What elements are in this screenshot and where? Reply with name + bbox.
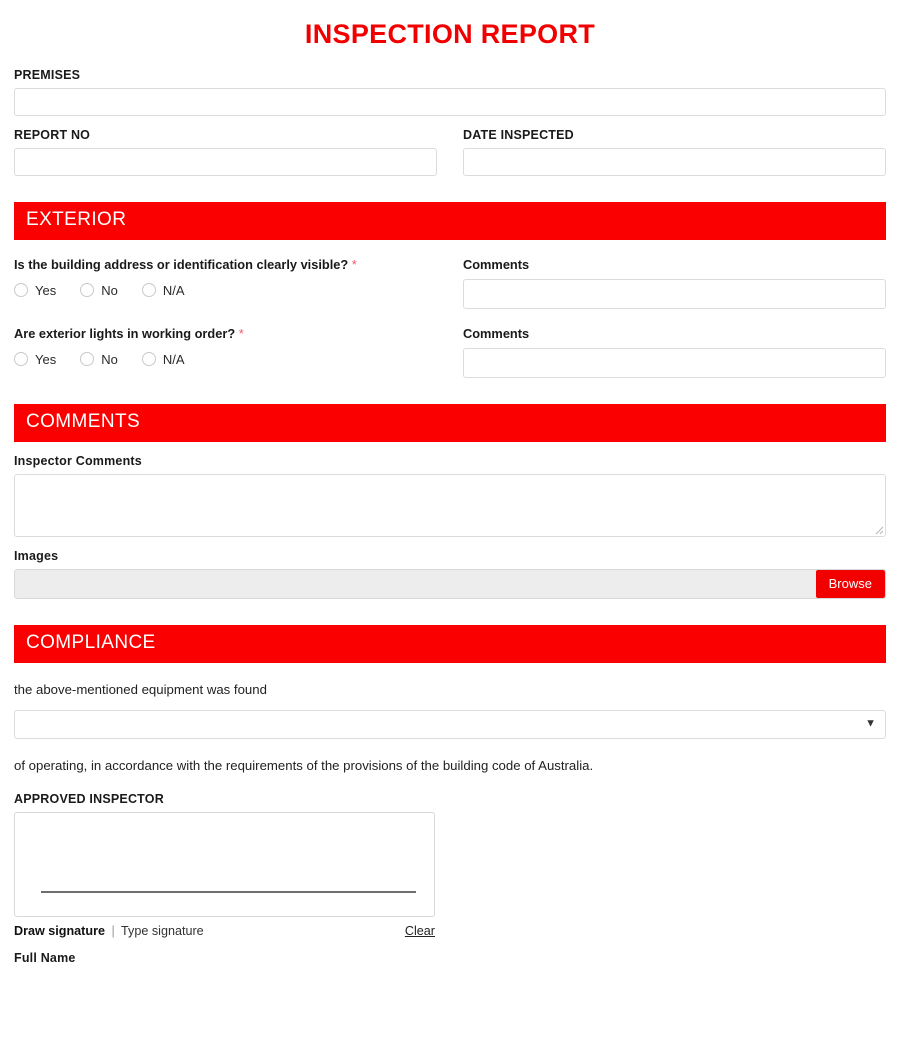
- required-indicator: *: [238, 325, 244, 341]
- page-title: INSPECTION REPORT: [304, 19, 596, 49]
- signature-canvas[interactable]: [14, 812, 435, 917]
- report-no-field-group: [14, 128, 437, 176]
- file-input-row[interactable]: [14, 569, 886, 599]
- premises-label: PREMISES: [14, 67, 81, 82]
- compliance-intro-text: the above-mentioned equipment was found: [14, 681, 267, 697]
- premises-input[interactable]: [14, 88, 886, 116]
- question-text-wrapper: [14, 326, 437, 343]
- report-no-label: REPORT NO: [14, 127, 91, 142]
- radio-option-yes[interactable]: [14, 283, 56, 298]
- section-title-compliance: COMPLIANCE: [26, 631, 156, 653]
- date-inspected-input[interactable]: [463, 148, 886, 176]
- signature-mode-separator: |: [111, 924, 115, 939]
- section-header-comments: [14, 404, 886, 442]
- radio-circle-icon[interactable]: [14, 352, 28, 366]
- images-upload-group: [14, 549, 886, 599]
- type-signature-tab[interactable]: Type signature: [121, 924, 204, 939]
- radio-option-no[interactable]: [80, 283, 118, 298]
- comments-block: [463, 326, 886, 378]
- question-block: [14, 257, 437, 298]
- chevron-down-icon: ▼: [865, 717, 876, 730]
- radio-option-label: N/A: [162, 282, 185, 298]
- report-meta-row: [14, 128, 886, 176]
- images-label: Images: [14, 548, 59, 563]
- browse-button[interactable]: Browse: [816, 570, 885, 598]
- clear-signature-link[interactable]: Clear: [404, 924, 435, 939]
- radio-option-label: No: [101, 351, 118, 367]
- radio-circle-icon[interactable]: [80, 283, 94, 297]
- radio-option-na[interactable]: [142, 283, 185, 298]
- question-block: [14, 326, 437, 367]
- signature-baseline: [41, 891, 416, 893]
- compliance-select[interactable]: [14, 710, 886, 739]
- radio-group: [14, 283, 437, 298]
- report-no-input[interactable]: [14, 148, 437, 176]
- question-text-wrapper: [14, 257, 437, 274]
- comments-label: Comments: [463, 325, 530, 341]
- radio-circle-icon[interactable]: [14, 283, 28, 297]
- inspector-comments-textarea[interactable]: [14, 474, 886, 537]
- file-name-display[interactable]: [15, 570, 816, 598]
- question-row: [14, 257, 886, 309]
- full-name-label: Full Name: [14, 951, 76, 966]
- comments-label: Comments: [463, 256, 530, 272]
- radio-option-label: N/A: [162, 351, 185, 367]
- section-title-exterior: EXTERIOR: [26, 208, 127, 230]
- question-label: Is the building address or identification clearly visible?: [14, 256, 349, 272]
- radio-option-yes[interactable]: [14, 352, 56, 367]
- draw-signature-tab[interactable]: Draw signature: [14, 924, 105, 939]
- comments-input[interactable]: [463, 279, 886, 309]
- inspector-comments-label: Inspector Comments: [14, 453, 142, 468]
- approved-inspector-label: APPROVED INSPECTOR: [14, 792, 164, 807]
- date-inspected-label: DATE INSPECTED: [463, 127, 574, 142]
- comments-input[interactable]: [463, 348, 886, 378]
- radio-option-label: No: [101, 282, 118, 298]
- radio-option-no[interactable]: [80, 352, 118, 367]
- signature-controls: [14, 924, 435, 938]
- section-title-comments: COMMENTS: [26, 410, 141, 432]
- date-inspected-field-group: [463, 128, 886, 176]
- radio-option-label: Yes: [35, 351, 57, 367]
- inspection-report-form: [0, 20, 900, 965]
- inspector-comments-wrapper: [14, 474, 886, 537]
- radio-circle-icon[interactable]: [142, 352, 156, 366]
- question-row: [14, 326, 886, 378]
- premises-field-group: [14, 68, 886, 116]
- required-indicator: *: [351, 256, 357, 272]
- radio-option-label: Yes: [35, 282, 57, 298]
- signature-mode-switcher: [14, 924, 204, 938]
- radio-circle-icon[interactable]: [80, 352, 94, 366]
- question-label: Are exterior lights in working order?: [14, 325, 236, 341]
- section-header-compliance: [14, 625, 886, 663]
- radio-group: [14, 352, 437, 367]
- compliance-outro-text: of operating, in accordance with the requirements of the provisions of the building code of Australia.: [14, 757, 594, 773]
- section-header-exterior: [14, 202, 886, 240]
- inspector-comments-group: [14, 454, 886, 537]
- compliance-select-wrapper: [14, 710, 886, 739]
- radio-circle-icon[interactable]: [142, 283, 156, 297]
- comments-block: [463, 257, 886, 309]
- radio-option-na[interactable]: [142, 352, 185, 367]
